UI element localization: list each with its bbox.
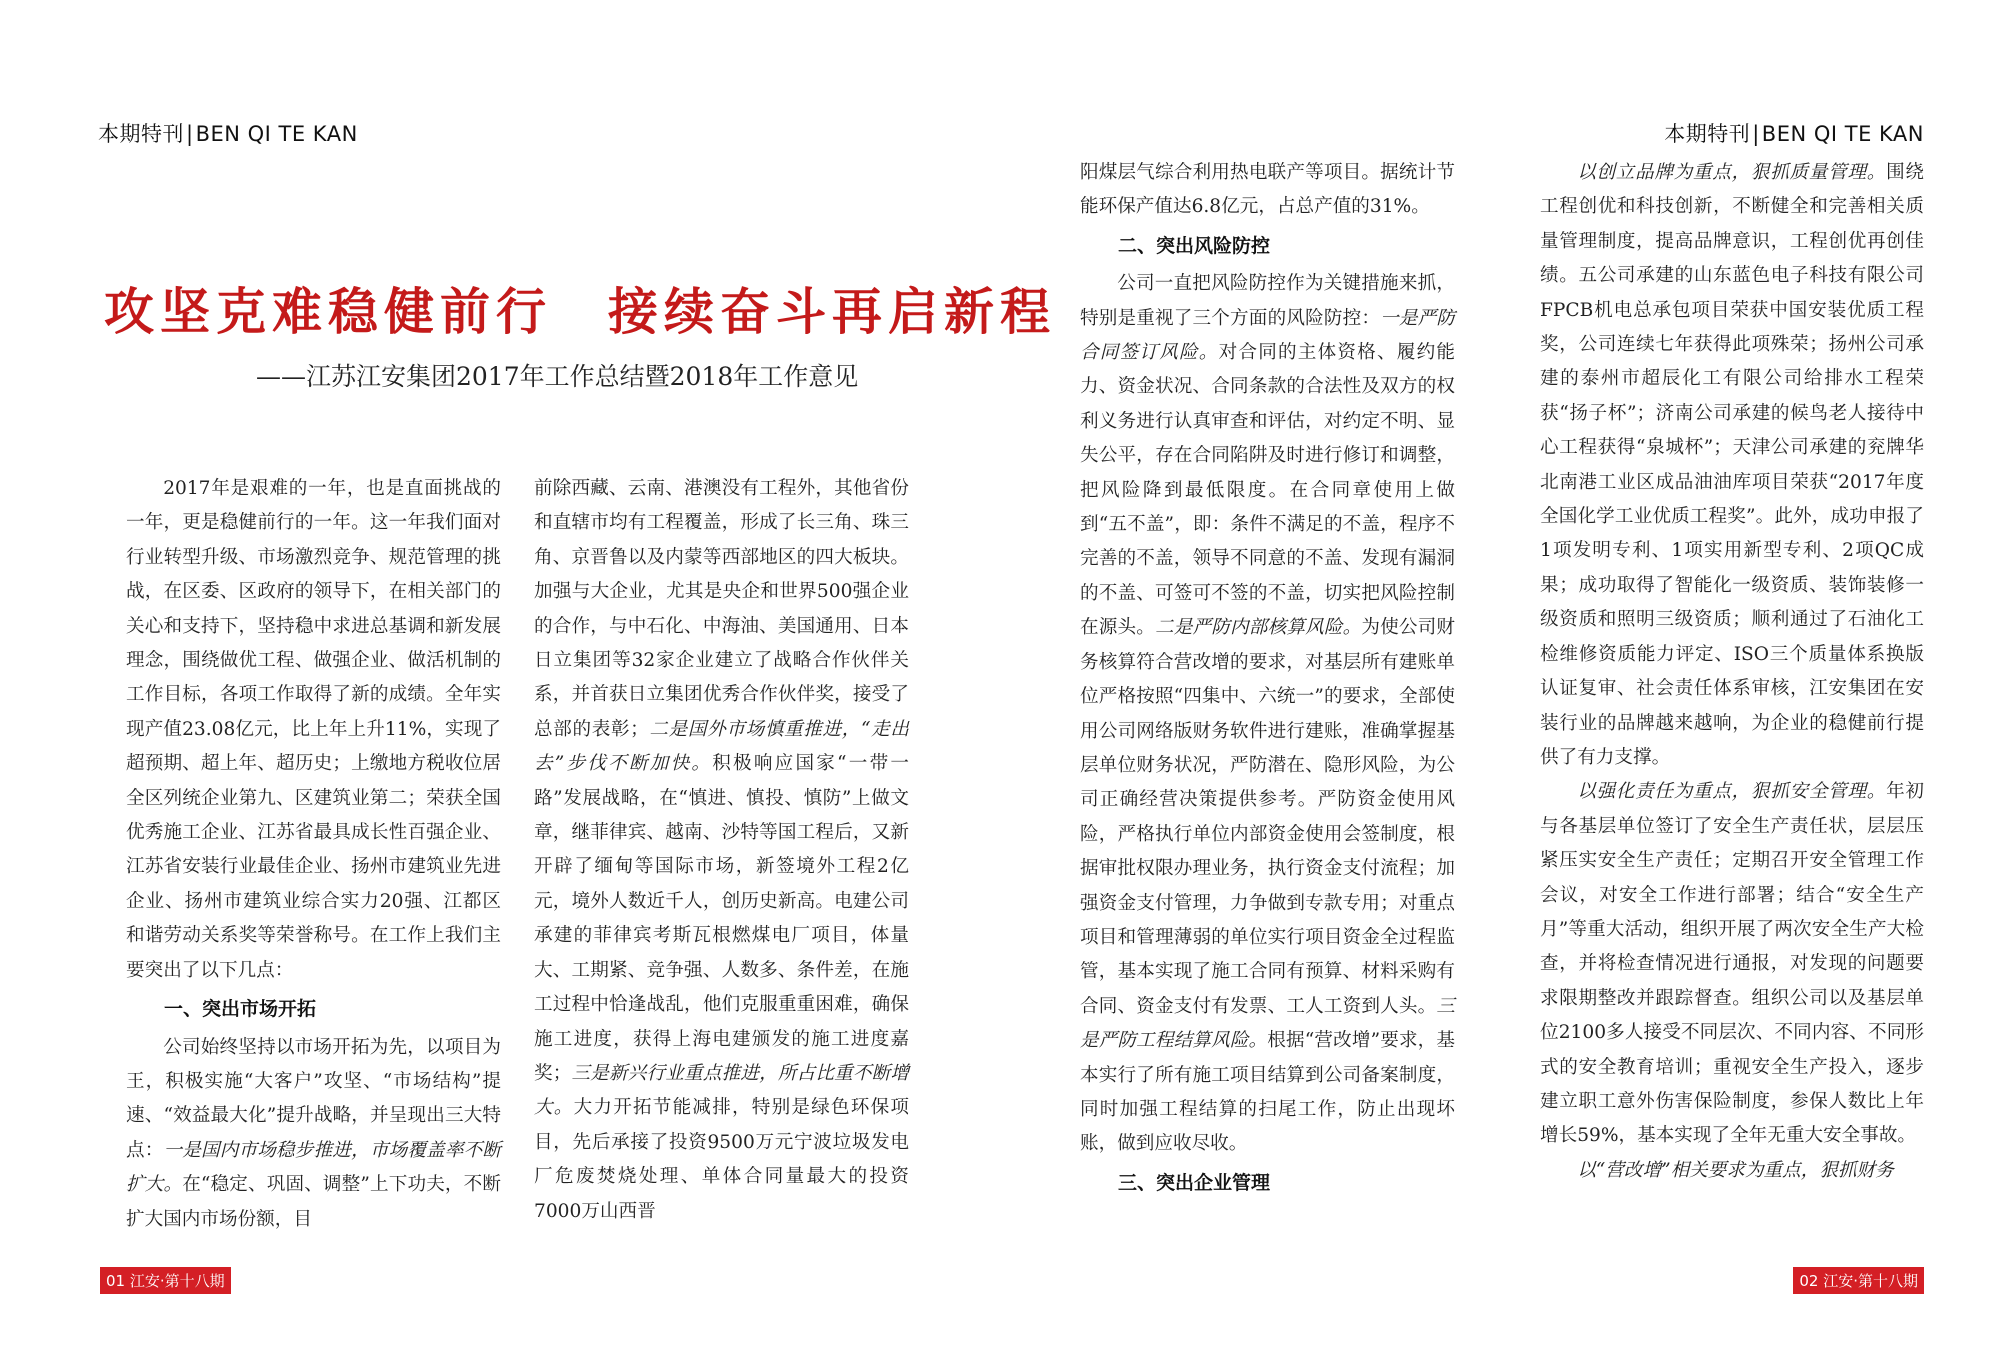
- text-run: 公司一直把风险防控作为关键措施来抓，特别是重视了三个方面的风险防控：: [1080, 273, 1455, 329]
- text-run: 积极响应国家“一带一路”发展战略，在“慎进、慎投、慎防”上做文章，继菲律宾、越南、沙特等国工程后，又新开辟了缅甸等国际市场，新签境外工程2亿元，境外人数近千人，创历史新高。电建公司承建的菲律宾考斯瓦根燃煤电厂项目，体量大、工期紧、竞争强、人数多、条件差，在施工过程中恰逢战乱，他们克服重重困难，确保施工进度，获得上海电建颁发的施工进度嘉奖；: [534, 753, 909, 1084]
- header-subtitle: BEN QI TE KAN: [1761, 122, 1924, 146]
- section-heading-2: 二、突出风险防控: [1118, 234, 1271, 257]
- text-run: 对合同的主体资格、履约能力、资金状况、合同条款的合法性及双方的权利义务进行认真审查和评估，对约定不明、显失公平，存在合同陷阱及时进行修订和调整，把风险降到最低限度。在合同章使用上做到“五不盖”，即：条件不满足的不盖，程序不完善的不盖，领导不同意的不盖、发现有漏洞的不盖、可签可不签的不盖，切实把风险控制在源头。: [1080, 342, 1455, 639]
- right-page: [1000, 0, 2000, 1366]
- text-run: 在“稳定、巩固、调整”上下功夫，不断扩大国内市场份额，目: [126, 1174, 501, 1230]
- section-heading-3: 三、突出企业管理: [1118, 1171, 1271, 1194]
- article-subtitle: ——江苏江安集团2017年工作总结暨2018年工作意见: [256, 362, 859, 391]
- article-title: 攻坚克难稳健前行 接续奋斗再启新程: [104, 282, 1056, 341]
- page-header-left: [98, 118, 358, 148]
- text-run: 为使公司财务核算符合营改增的要求，对基层所有建账单位严格按照“四集中、六统一”的要求，全部使用公司网络版财务软件进行建账，准确掌握基层单位财务状况，严防潜在、隐形风险，为公司正确经营决策提供参考。严防资金使用风险，严格执行单位内部资金使用会签制度，根据审批权限办理业务，执行资金支付流程；加强资金支付管理，力争做到专款专用；对重点项目和管理薄弱的单位实行项目资金全过程监管，基本实现了施工合同有预算、材料采购有合同、资金支付有发票、工人工资到人头。: [1080, 617, 1455, 1017]
- intro-paragraph: 2017年是艰难的一年，也是直面挑战的一年，更是稳健前行的一年。这一年我们面对行业转型升级、市场激烈竞争、规范管理的挑战，在区委、区政府的领导下，在相关部门的关心和支持下，坚持稳中求进总基调和新发展理念，围绕做优工程、做强企业、做活机制的工作目标，各项工作取得了新的成绩。全年实现产值23.08亿元，比上年上升11%，实现了超预期、超上年、超历史；上缴地方税收位居全区列统企业第九、区建筑业第二；荣获全国优秀施工企业、江苏省最具成长性百强企业、江苏省安装行业最佳企业、扬州市建筑业先进企业、扬州市建筑业综合实力20强、江都区和谐劳动关系奖等荣誉称号。在工作上我们主要突出了以下几点：: [126, 478, 501, 981]
- column-4: [1540, 156, 1924, 1188]
- header-subtitle: BEN QI TE KAN: [195, 122, 358, 146]
- header-title: 本期特刊: [1664, 122, 1751, 146]
- page-header-right: [1664, 118, 1924, 148]
- page-number-right: 02 江安·第十八期: [1793, 1267, 1924, 1294]
- emphasis-text: 三是严防工程结算风险。: [1080, 995, 1455, 1052]
- market-paragraph: [126, 1031, 501, 1237]
- risk-paragraph: [1080, 267, 1455, 1162]
- page-number-left: 01 江安·第十八期: [100, 1267, 231, 1294]
- safety-paragraph: [1540, 775, 1924, 1153]
- text-run: 围绕工程创优和科技创新，不断健全和完善相关质量管理制度，提高品牌意识，工程创优再创佳绩。五公司承建的山东蓝色电子科技有限公司FPCB机电总承包项目荣获中国安装优质工程奖，公司连续七年获得此项殊荣；扬州公司承建的泰州市超辰化工有限公司给排水工程荣获“扬子杯”；济南公司承建的候鸟老人接待中心工程获得“泉城杯”；天津公司承建的兖牌华北南港工业区成品油油库项目荣获“2017年度全国化学工业优质工程奖”。此外，成功申报了1项发明专利、1项实用新型专利、2项QC成果；成功取得了智能化一级资质、装饰装修一级资质和照明三级资质；顺利通过了石油化工检维修资质能力评定、ISO三个质量体系换版认证复审、社会责任体系审核，江安集团在安装行业的品牌越来越响，为企业的稳健前行提供了有力支撑。: [1540, 162, 1924, 768]
- finance-paragraph: [1540, 1154, 1924, 1188]
- header-separator: |: [186, 122, 194, 146]
- text-run: 公司始终坚持以市场开拓为先，以项目为王，积极实施“大客户”攻坚、“市场结构”提速、“效益最大化”提升战略，并呈现出三大特点：: [126, 1036, 501, 1161]
- section-heading-1: 一、突出市场开拓: [164, 998, 317, 1021]
- emphasis-text: 一是严防合同签订风险。: [1080, 307, 1455, 364]
- emphasis-text: 二是国外市场慎重推进，“走出去”步伐不断加快。: [534, 718, 909, 775]
- column-1: [126, 472, 501, 1237]
- emphasis-text: 三是新兴行业重点推进，所占比重不断增大。: [534, 1062, 909, 1119]
- text-run: 根据“营改增”要求，基本实行了所有施工项目结算到公司备案制度，同时加强工程结算的扫尾工作，防止出现坏账，做到应收尽收。: [1080, 1030, 1455, 1155]
- column-3: [1080, 156, 1455, 1204]
- market-paragraph-end: 阳煤层气综合利用热电联产等项目。据统计节能环保产值达6.8亿元，占总产值的31%。: [1080, 162, 1455, 218]
- text-run: 前除西藏、云南、港澳没有工程外，其他省份和直辖市均有工程覆盖，形成了长三角、珠三角、京晋鲁以及内蒙等西部地区的四大板块。加强与大企业，尤其是央企和世界500强企业的合作，与中石化、中海油、美国通用、日本日立集团等32家企业建立了战略合作伙伴关系，并首获日立集团优秀合作伙伴奖，接受了总部的表彰；: [534, 478, 909, 740]
- market-paragraph-continued: [534, 472, 909, 1229]
- text-run: 年初与各基层单位签订了安全生产责任状，层层压紧压实安全生产责任；定期召开安全管理工作会议，对安全工作进行部署；结合“安全生产月”等重大活动，组织开展了两次安全生产大检查，并将检查情况进行通报，对发现的问题要求限期整改并跟踪督查。组织公司以及基层单位2100多人接受不同层次、不同内容、不同形式的安全教育培训；重视安全生产投入，逐步建立职工意外伤害保险制度，参保人数比上年增长59%，基本实现了全年无重大安全事故。: [1540, 781, 1924, 1147]
- emphasis-text: 以创立品牌为重点，狠抓质量管理。: [1577, 162, 1887, 183]
- quality-paragraph: [1540, 156, 1924, 775]
- text-run: 大力开拓节能减排，特别是绿色环保项目，先后承接了投资9500万元宁波垃圾发电厂危废焚烧处理、单体合同量最大的投资7000万山西晋: [534, 1097, 909, 1222]
- emphasis-text: 二是严防内部核算风险。: [1155, 617, 1362, 639]
- header-separator: |: [1752, 122, 1760, 146]
- emphasis-text: 以“营改增”相关要求为重点，狠抓财务: [1577, 1159, 1894, 1181]
- column-2: [534, 472, 909, 1229]
- emphasis-text: 一是国内市场稳步推进，市场覆盖率不断扩大。: [126, 1139, 501, 1196]
- emphasis-text: 以强化责任为重点，狠抓安全管理。: [1577, 781, 1887, 803]
- header-title: 本期特刊: [98, 122, 184, 146]
